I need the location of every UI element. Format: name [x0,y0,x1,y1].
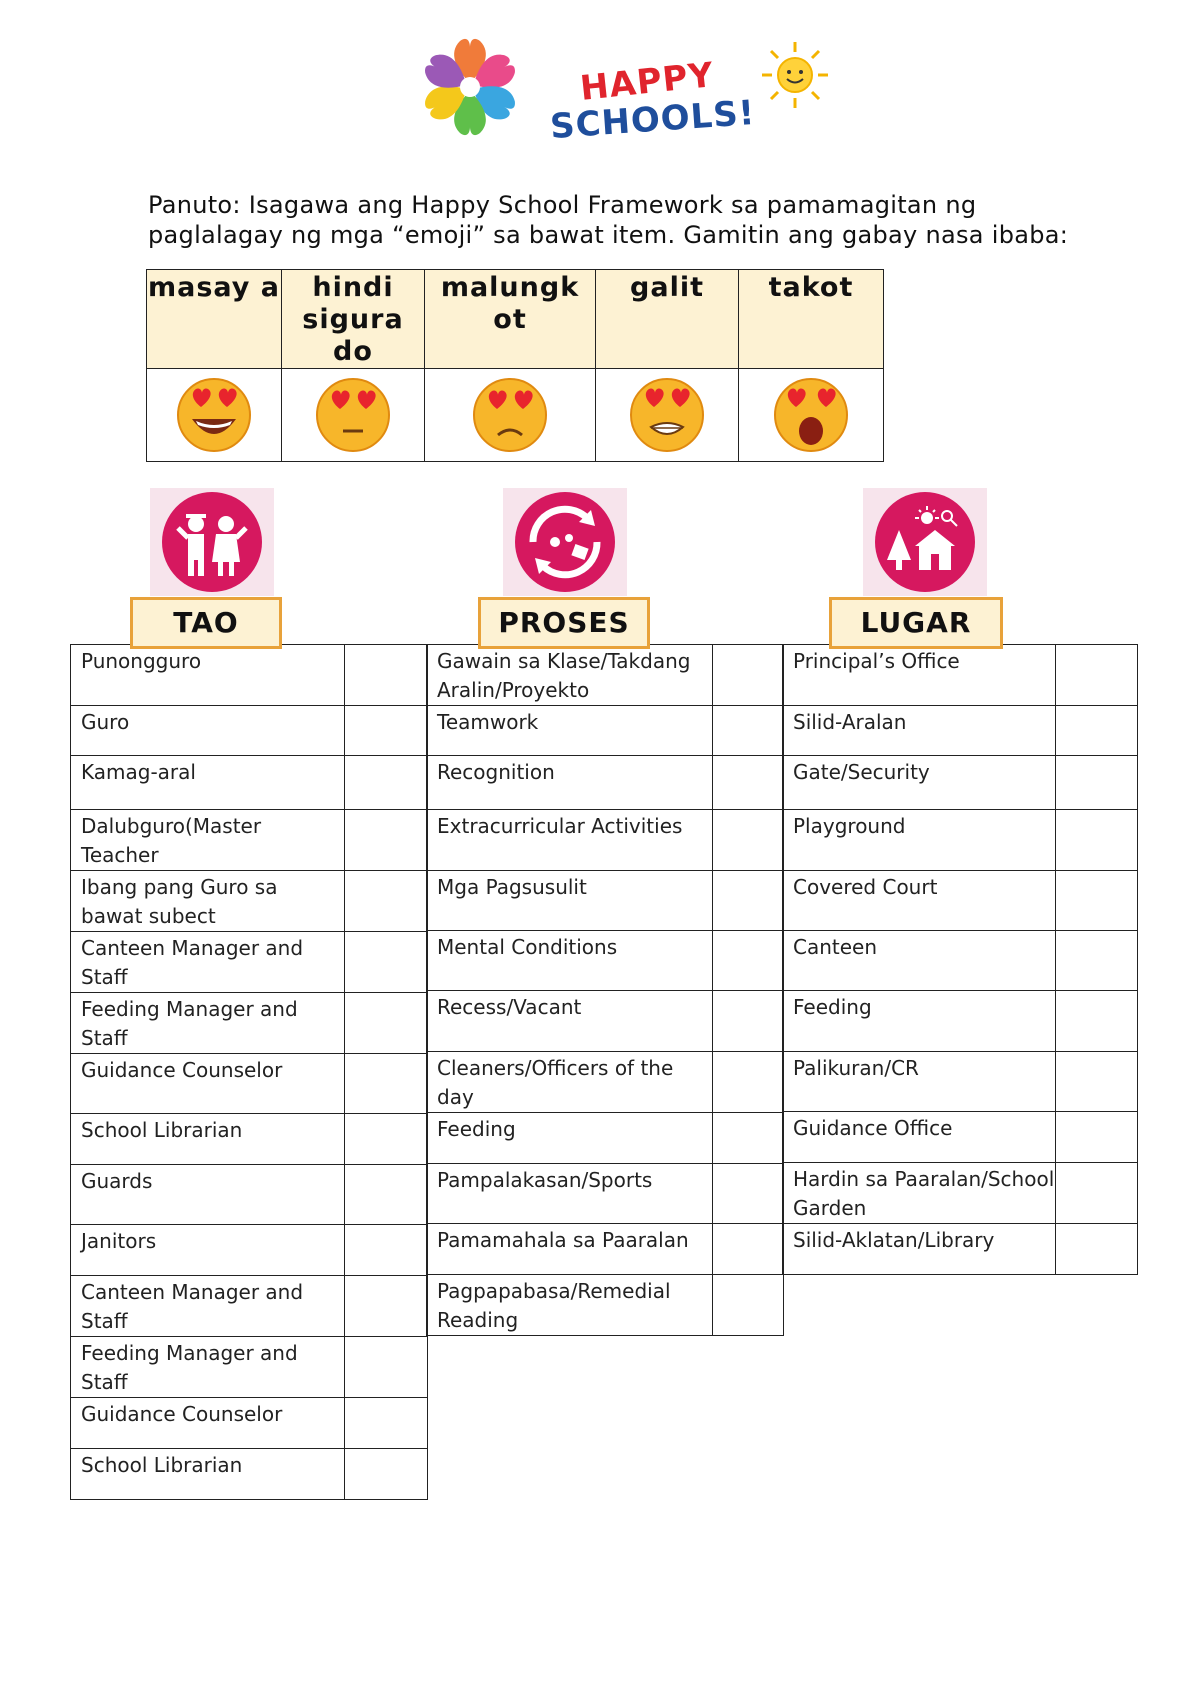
table-row [71,1054,428,1114]
item-label: Ibang pang Guro sa bawat subect [71,871,345,932]
table-row [71,810,428,871]
emoji-answer-cell[interactable] [712,1164,783,1224]
item-label: Guidance Office [783,1112,1056,1163]
table-row [783,706,1138,756]
table-row [783,645,1138,706]
category-label-tao: TAO [130,597,282,649]
emoji-answer-cell[interactable] [1056,931,1138,991]
emoji-answer-cell[interactable] [1056,810,1138,871]
item-label: Feeding [427,1113,713,1164]
table-row [71,1276,428,1337]
item-label: Kamag-aral [71,756,345,810]
item-label: Guidance Counselor [71,1398,345,1449]
heart-flower-icon [405,25,535,155]
emotion-face-cell [425,369,596,462]
emotion-face-cell [596,369,739,462]
item-label: Canteen Manager and Staff [71,1276,345,1337]
item-label: Principal’s Office [783,645,1056,706]
emoji-answer-cell[interactable] [1056,1224,1138,1275]
emoji-answer-cell[interactable] [344,1054,428,1114]
emoji-answer-cell[interactable] [1056,1163,1138,1224]
table-row [427,931,784,991]
table-row [71,1165,428,1225]
table-row [71,871,428,932]
item-label: Feeding Manager and Staff [71,1337,345,1398]
emoji-answer-cell[interactable] [344,645,428,706]
table-row [71,756,428,810]
table-row [71,1225,428,1276]
people-icon [150,488,274,596]
emotion-label: masay a [147,270,282,369]
table-row [71,645,428,706]
table-row [427,871,784,931]
table-row [71,1337,428,1398]
item-label: Silid-Aralan [783,706,1056,756]
emoji-answer-cell[interactable] [344,1165,428,1225]
emoji-answer-cell[interactable] [1056,706,1138,756]
emoji-answer-cell[interactable] [344,706,428,756]
item-label: Punongguro [71,645,345,706]
emoji-answer-cell[interactable] [344,1398,428,1449]
table-row [783,931,1138,991]
emoji-answer-cell[interactable] [344,932,428,993]
emoji-answer-cell[interactable] [712,645,783,706]
table-row [783,756,1138,810]
item-label: Gawain sa Klase/Takdang Aralin/Proyekto [427,645,713,706]
item-label: Pagpapabasa/Remedial Reading [427,1275,713,1336]
process-cycle-icon [503,488,627,596]
emoji-answer-cell[interactable] [712,1113,783,1164]
item-label: Teamwork [427,706,713,756]
item-label: Recognition [427,756,713,810]
emotion-label: takot [739,270,884,369]
lugar-items-table [782,644,1138,1275]
emotion-face-cell [147,369,282,462]
emoji-answer-cell[interactable] [712,1275,783,1336]
item-label: Palikuran/CR [783,1052,1056,1112]
item-label: Gate/Security [783,756,1056,810]
item-label: Silid-Aklatan/Library [783,1224,1056,1275]
emotion-face-cell [739,369,884,462]
table-row [783,871,1138,931]
instructions-text: Panuto: Isagawa ang Happy School Framework sa pamamagitan ng paglalagay ng mga “emoji” sa bawat item. Gamitin ang gabay nasa ibaba: [148,191,1069,249]
item-label: Janitors [71,1225,345,1276]
item-label: Covered Court [783,871,1056,931]
item-label: Cleaners/Officers of the day [427,1052,713,1113]
sun-icon [760,40,830,110]
emoji-answer-cell[interactable] [344,871,428,932]
item-label: Pamamahala sa Paaralan [427,1224,713,1275]
item-label: Guidance Counselor [71,1054,345,1114]
emoji-answer-cell[interactable] [344,810,428,871]
item-label: Feeding [783,991,1056,1052]
emoji-answer-cell[interactable] [712,871,783,931]
logo-schools-text: SCHOOLS! [548,92,757,148]
table-row [427,991,784,1052]
tao-items-table [70,644,428,1500]
table-row [427,1164,784,1224]
table-row [783,810,1138,871]
item-label: Extracurricular Activities [427,810,713,871]
table-row [783,991,1138,1052]
emotion-face-cell [282,369,425,462]
emoji-answer-cell[interactable] [712,1052,783,1113]
item-label: Feeding Manager and Staff [71,993,345,1054]
table-row [71,706,428,756]
item-label: Guro [71,706,345,756]
emoji-answer-cell[interactable] [712,931,783,991]
emoji-answer-cell[interactable] [344,1276,428,1337]
table-row [783,1052,1138,1112]
emoji-answer-cell[interactable] [1056,991,1138,1052]
heart-eyes-grin-icon [172,371,256,455]
emoji-answer-cell[interactable] [712,810,783,871]
heart-eyes-neutral-icon [311,371,395,455]
heart-eyes-frown-icon [468,371,552,455]
emoji-answer-cell[interactable] [1056,1112,1138,1163]
emoji-answer-cell[interactable] [712,1224,783,1275]
item-label: School Librarian [71,1114,345,1165]
item-label: Playground [783,810,1056,871]
emoji-answer-cell[interactable] [344,1449,428,1500]
proses-items-table [426,644,784,1336]
emoji-answer-cell[interactable] [344,1225,428,1276]
table-row [71,1398,428,1449]
item-label: Hardin sa Paaralan/School Garden [783,1163,1056,1224]
emoji-answer-cell[interactable] [1056,871,1138,931]
heart-eyes-shocked-icon [769,371,853,455]
category-label-lugar: LUGAR [829,597,1003,649]
table-row [783,1112,1138,1163]
table-row [427,810,784,871]
table-row [71,932,428,993]
item-label: Dalubguro(Master Teacher [71,810,345,871]
table-row [783,1224,1138,1275]
item-label: Guards [71,1165,345,1225]
emoji-answer-cell[interactable] [344,993,428,1054]
emoji-answer-cell[interactable] [1056,645,1138,706]
table-row [71,1449,428,1500]
table-row [783,1163,1138,1224]
logo-happy-text: HAPPY [578,55,716,109]
table-row [427,756,784,810]
item-label: Canteen Manager and Staff [71,932,345,993]
emoji-answer-cell[interactable] [712,991,783,1052]
emoji-answer-cell[interactable] [344,756,428,810]
emoji-answer-cell[interactable] [344,1114,428,1165]
category-label-proses: PROSES [478,597,650,649]
item-label: Recess/Vacant [427,991,713,1052]
house-tree-icon [863,488,987,596]
table-row [427,1052,784,1113]
emoji-answer-cell[interactable] [712,706,783,756]
table-row [427,706,784,756]
heart-eyes-grimace-icon [625,371,709,455]
item-label: Mga Pagsusulit [427,871,713,931]
item-label: School Librarian [71,1449,345,1500]
table-row [427,1275,784,1336]
item-label: Pampalakasan/Sports [427,1164,713,1224]
table-row [427,1113,784,1164]
emoji-answer-cell[interactable] [344,1337,428,1398]
table-row [427,645,784,706]
item-label: Mental Conditions [427,931,713,991]
emotion-label: hindi sigura do [282,270,425,369]
table-row [71,1114,428,1165]
table-row [427,1224,784,1275]
emotion-label: galit [596,270,739,369]
emoji-answer-cell[interactable] [1056,1052,1138,1112]
item-label: Canteen [783,931,1056,991]
emotion-guide-table [146,269,884,462]
emoji-answer-cell[interactable] [1056,756,1138,810]
emotion-label: malungk ot [425,270,596,369]
table-row [71,993,428,1054]
emoji-answer-cell[interactable] [712,756,783,810]
